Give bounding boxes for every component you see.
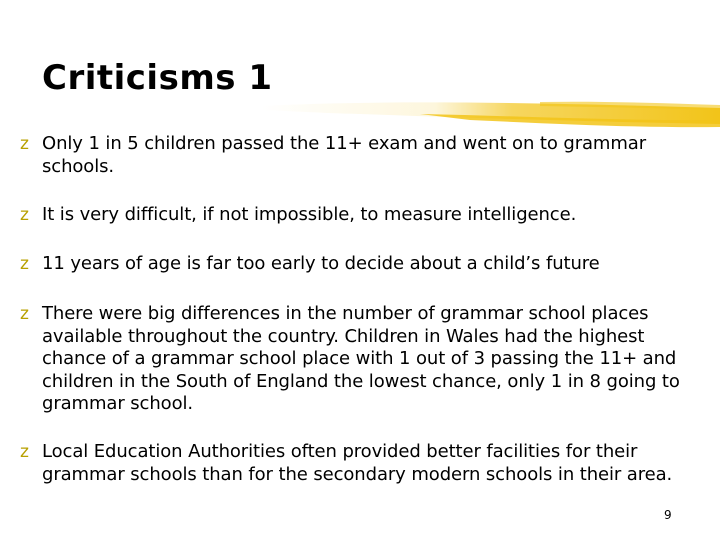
page-number: 9 — [664, 508, 672, 522]
bullet-icon: z — [20, 304, 29, 324]
list-item — [20, 441, 690, 486]
bullet-text: Local Education Authorities often provided better facilities for their grammar schools than for the secondary modern schools in their area. — [42, 441, 673, 485]
bullet-text: 11 years of age is far too early to decide about a child’s future — [42, 253, 600, 274]
bullet-icon: z — [20, 254, 29, 274]
bullet-text: There were big differences in the number of grammar school places available throughout the country. Children in Wales had the highest chance of a grammar school place with 1 out of 3 passing the 11+ and children in the South of England the lowest chance, only 1 in 8 going to grammar school. — [42, 303, 680, 414]
bullet-text: Only 1 in 5 children passed the 11+ exam and went on to grammar schools. — [42, 133, 647, 177]
bullet-text: It is very difficult, if not impossible, to measure intelligence. — [42, 204, 577, 225]
title-brush-underline — [0, 96, 720, 136]
bullet-icon: z — [20, 205, 29, 225]
bullet-icon: z — [20, 442, 29, 462]
list-item — [20, 133, 690, 178]
list-item — [20, 303, 690, 416]
slide-title: Criticisms 1 — [42, 58, 273, 98]
list-item — [20, 204, 690, 227]
bullet-icon: z — [20, 134, 29, 154]
list-item — [20, 253, 690, 276]
